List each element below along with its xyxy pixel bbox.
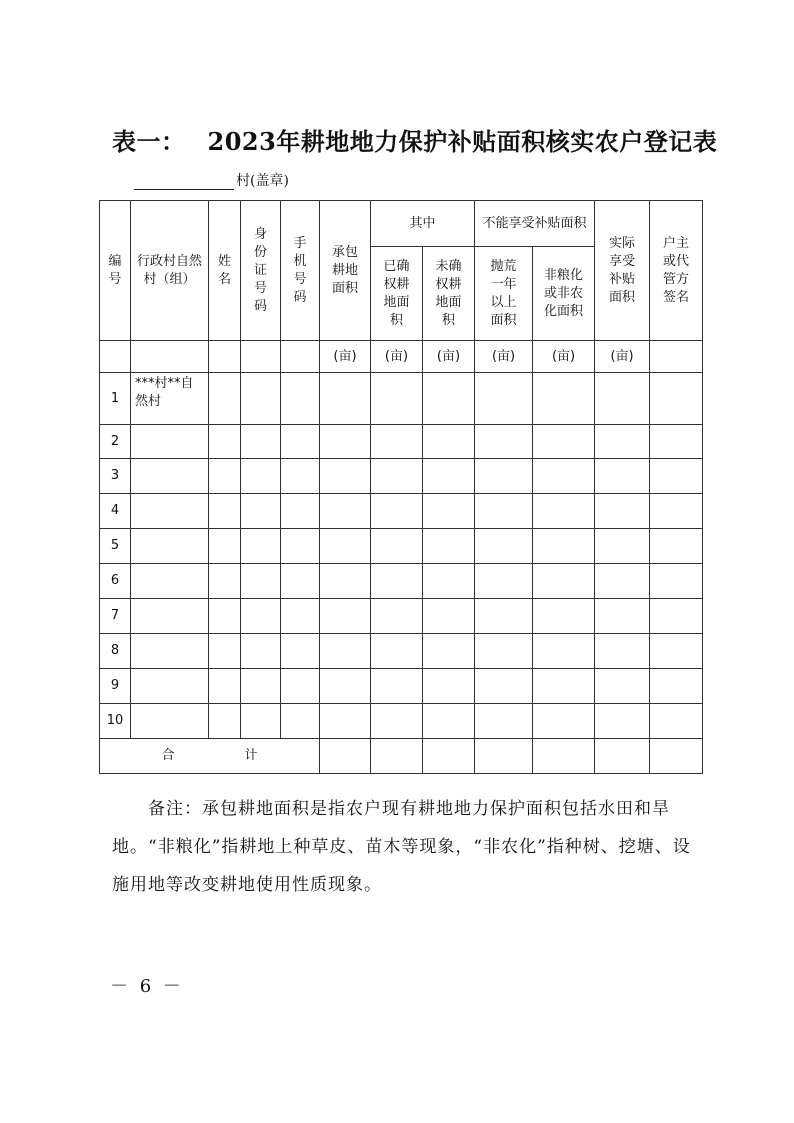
table-row	[100, 529, 703, 564]
row-number: 4	[100, 494, 131, 529]
header-not-eligible: 不能享受补贴面积	[475, 201, 595, 247]
header-unconfirmed: 未确权耕地面积	[423, 247, 475, 341]
table-row	[100, 373, 703, 425]
row-number: 2	[100, 425, 131, 459]
header-among: 其中	[371, 201, 475, 247]
row-number: 3	[100, 459, 131, 494]
table-row	[100, 669, 703, 704]
header-non-grain: 非粮化或非农化面积	[533, 247, 595, 341]
title-prefix: 表一：	[112, 127, 186, 156]
header-contract-area: 承包耕地面积	[320, 201, 371, 341]
row-number: 1	[100, 373, 131, 425]
table-row	[100, 494, 703, 529]
unit-confirmed: (亩)	[371, 341, 423, 373]
row-number: 7	[100, 599, 131, 634]
remarks-note: 备注：承包耕地面积是指农户现有耕地地力保护面积包括水田和旱地。“非粮化”指耕地上种草皮、苗木等现象，“非农化”指种树、挖塘、设施用地等改变耕地使用性质现象。	[112, 799, 691, 895]
table-row	[100, 704, 703, 739]
unit-row	[100, 341, 703, 373]
header-id-number: 身份证号码	[241, 201, 281, 341]
row-number: 6	[100, 564, 131, 599]
village-name-blank	[134, 175, 234, 190]
title-main: 2023年耕地地力保护补贴面积核实农户登记表	[207, 127, 718, 156]
total-row	[100, 739, 703, 774]
document-title	[112, 122, 717, 157]
header-confirmed: 已确权耕地面积	[371, 247, 423, 341]
registration-table	[99, 200, 703, 774]
row-number: 10	[100, 704, 131, 739]
village-stamp-label: 村(盖章)	[236, 173, 289, 189]
header-name: 姓名	[209, 201, 241, 341]
village-stamp-line	[134, 170, 289, 190]
header-row-1	[100, 201, 703, 247]
table-row	[100, 634, 703, 669]
unit-unconfirmed: (亩)	[423, 341, 475, 373]
unit-contract-area: (亩)	[320, 341, 371, 373]
row-village: ***村**自然村	[131, 373, 209, 425]
row-number: 9	[100, 669, 131, 704]
header-actual: 实际享受补贴面积	[595, 201, 650, 341]
header-index: 编号	[100, 201, 131, 341]
header-abandoned: 抛荒一年以上面积	[475, 247, 533, 341]
header-phone: 手机号码	[281, 201, 320, 341]
table-row	[100, 599, 703, 634]
table-row	[100, 425, 703, 459]
row-number: 5	[100, 529, 131, 564]
header-signature: 户主或代管方签名	[650, 201, 703, 341]
table-row	[100, 564, 703, 599]
header-village: 行政村自然村（组）	[131, 201, 209, 341]
unit-abandoned: (亩)	[475, 341, 533, 373]
unit-non-grain: (亩)	[533, 341, 595, 373]
unit-actual: (亩)	[595, 341, 650, 373]
row-number: 8	[100, 634, 131, 669]
table-row	[100, 459, 703, 494]
total-label: 合 计	[100, 739, 320, 774]
page-number: － 6 －	[110, 976, 184, 997]
